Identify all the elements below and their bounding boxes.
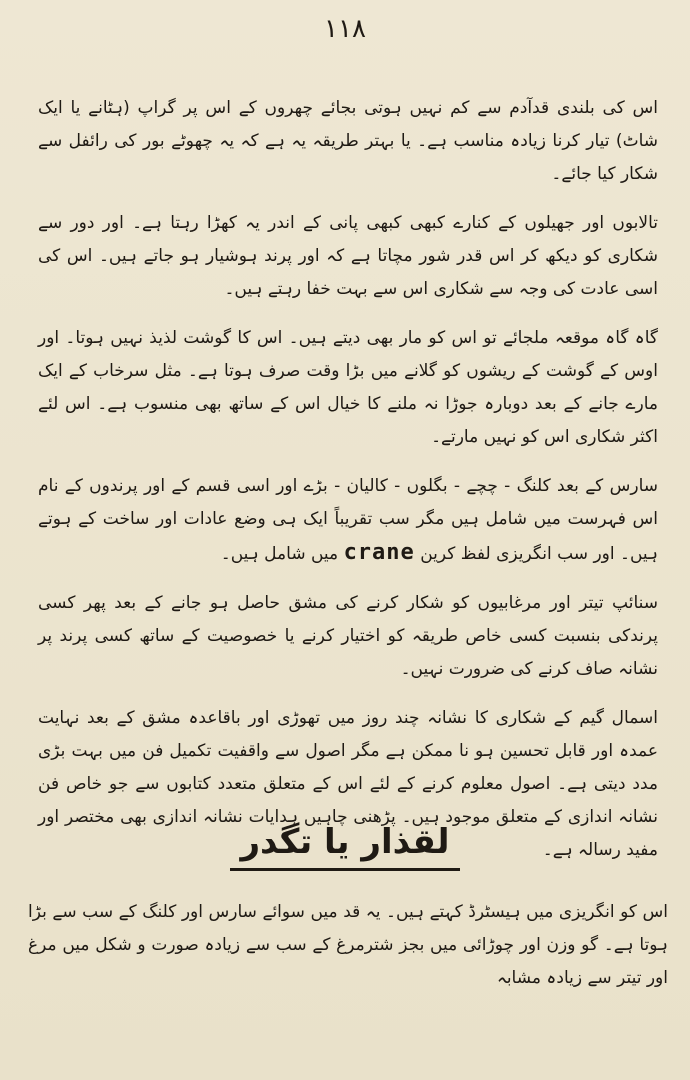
latin-word: crane [343,540,415,565]
section-heading: لقذار یا تگدر [230,822,459,871]
paragraph-4 [38,470,658,571]
paragraph-1: اس کی بلندی قدآدم سے کم نہیں ہوتی بجائے چھروں کے اس پر گراپ (ہٹانے یا ایک شاٹ) تیار کرنا زیادہ مناسب ہے۔ یا بہتر طریقہ یہ ہے کہ یہ چھوٹے بور کی رائفل سے شکار کیا جائے۔ [38,98,658,184]
paragraph-2: تالابوں اور جھیلوں کے کنارے کبھی کبھی پانی کے اندر یہ کھڑا رہتا ہے۔ اور دور سے شکاری کو دیکھ کر اس قدر شور مچاتا ہے کہ اور پرند ہوشیار ہو جاتے ہیں۔ اس کی اسی عادت کی وجہ سے شکاری اس سے بہت خفا رہتے ہیں۔ [38,213,658,299]
section-heading-wrap [0,822,690,871]
paragraph-5: سنائپ تیتر اور مرغابیوں کو شکار کرنے کی مشق حاصل ہو جانے کے بعد پھر کسی پرندکی بنسبت کسی خاص طریقہ کو اختیار کرنے یا خصوصیت کے ساتھ کسی پرند پر نشانہ صاف کرنے کی ضرورت نہیں۔ [38,593,658,679]
page-number: ١١٨ [324,14,366,44]
paragraph-4-text: سارس کے بعد کلنگ - چچے - بگلوں - کالیان - بڑے اور اسی قسم کے اور پرندوں کے نام اس فہرست میں شامل ہیں مگر سب تقریباً ایک ہی وضع عادات اور ساخت کے ہوتے ہیں۔ اور سب انگریزی لفظ کرین [38,476,658,564]
paragraph-3: گاہ گاہ موقعہ ملجائے تو اس کو مار بھی دیتے ہیں۔ اس کا گوشت لذیذ نہیں ہوتا۔ اور اوس کے گوشت کے ریشوں کو گلانے میں بڑا وقت صرف ہوتا ہے۔ مثل سرخاب کے ایک مارے جانے کے بعد دوبارہ جوڑا نہ ملنے کا خیال اس کے ساتھ بھی منسوب ہے۔ اس لئے اکثر شکاری اس کو نہیں مارتے۔ [38,328,658,447]
body-text [38,92,658,883]
paragraph-6: اسمال گیم کے شکاری کا نشانہ چند روز میں تھوڑی اور باقاعدہ مشق کے بعد نہایت عمدہ اور قابل تحسین ہو نا ممکن ہے مگر اصول سے واقفیت تکمیل فن میں بہت بڑی مدد دیتی ہے۔ اصول معلوم کرنے کے لئے اس کے متعلق متعدد کتابوں سے جو خاص فن نشانہ اندازی کے متعلق موجود ہیں۔ پڑھنی چاہیں ہدایات نشانہ اندازی بھی مختصر اور مفید رسالہ ہے۔ [38,708,658,860]
paragraph-4-suffix: میں شامل ہیں۔ [220,544,339,564]
section-body [28,896,668,1011]
section-paragraph: اس کو انگریزی میں ہیسٹرڈ کہتے ہیں۔ یہ قد میں سوائے سارس اور کلنگ کے سب سے بڑا ہوتا ہے۔ گو وزن اور چوڑائی میں بجز شترمرغ کے سب سے زیادہ صورت و شکل میں مرغ اور تیتر سے زیادہ مشابہ [28,902,668,988]
